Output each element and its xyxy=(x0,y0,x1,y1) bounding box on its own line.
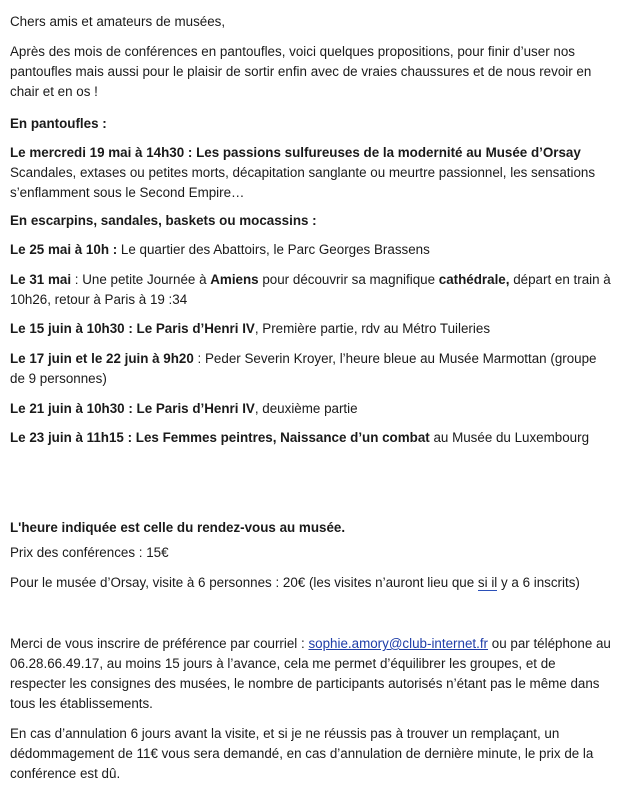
event-kroyer xyxy=(10,349,614,389)
section-escarpins-text: En escarpins, sandales, baskets ou mocassins : xyxy=(10,213,317,228)
event-orsay-title: Le mercredi 19 mai à 14h30 : Les passions sulfureuses de la modernité au Musée d’Orsay xyxy=(10,145,581,160)
prix-conferences xyxy=(10,543,614,563)
spelling-marked-text[interactable]: si il xyxy=(477,575,498,590)
prix-text: Prix des conférences : 15€ xyxy=(10,545,169,560)
event-amiens-text-3: départ en train à 10h26, retour à Paris à 19 :34 xyxy=(10,272,611,307)
event-orsay-description: Scandales, extases ou petites morts, décapitation sanglante ou meurtre passionnel, les sensations s’enflamment sous le Second Empire… xyxy=(10,165,596,200)
intro-text: Après des mois de conférences en pantoufles, voici quelques propositions, pour finir d’user nos pantoufles mais aussi pour le plaisir de sortir enfin avec de vraies chaussures et de nous revoir en chair et en os ! xyxy=(10,44,592,99)
event-kroyer-text: : Peder Severin Kroyer, l’heure bleue au Musée Marmottan (groupe de 9 personnes) xyxy=(10,351,597,386)
event-abattoirs-text: Le quartier des Abattoirs, le Parc Georges Brassens xyxy=(117,242,430,257)
event-femmes-text: au Musée du Luxembourg xyxy=(429,430,590,445)
section-heading-escarpins xyxy=(10,211,614,231)
note-heure-text: L'heure indiquée est celle du rendez-vous au musée. xyxy=(10,520,346,535)
orsay-price-text-2: y a 6 inscrits) xyxy=(497,575,580,590)
event-femmes-title: Le 23 juin à 11h15 : Les Femmes peintres, Naissance d’un combat xyxy=(10,430,430,445)
event-amiens-city: Amiens xyxy=(210,272,259,287)
note-heure xyxy=(10,518,614,538)
event-henri-iv-2-text: , deuxième partie xyxy=(254,401,358,416)
event-amiens-cathedral: cathédrale, xyxy=(438,272,510,287)
annulation-paragraph xyxy=(10,724,614,784)
event-orsay xyxy=(10,143,614,203)
greeting-text: Chers amis et amateurs de musées, xyxy=(10,14,226,29)
event-henri-iv-2 xyxy=(10,399,614,419)
inscription-text-2: ou par téléphone au 06.28.66.49.17, au moins 15 jours à l’avance, cela me permet d’équilibrer les groupes, et de respecter les consignes des musées, le nombre de participants autorisés n’étant pas le même dans tous les établissements. xyxy=(10,636,611,711)
event-amiens-date: Le 31 mai xyxy=(10,272,72,287)
orsay-price-note xyxy=(10,573,614,593)
event-henri-iv-1 xyxy=(10,319,614,339)
event-henri-iv-1-title: Le 15 juin à 10h30 : Le Paris d’Henri IV xyxy=(10,321,255,336)
event-abattoirs xyxy=(10,240,614,260)
section-heading-pantoufles xyxy=(10,114,614,134)
greeting xyxy=(10,12,614,32)
section-pantoufles-text: En pantoufles : xyxy=(10,116,107,131)
event-amiens-text-1: : Une petite Journée à xyxy=(71,272,211,287)
event-amiens xyxy=(10,270,614,310)
event-kroyer-date: Le 17 juin et le 22 juin à 9h20 xyxy=(10,351,194,366)
event-abattoirs-date: Le 25 mai à 10h : xyxy=(10,242,118,257)
inscription-text-1: Merci de vous inscrire de préférence par courriel : xyxy=(10,636,309,651)
event-amiens-text-2: pour découvrir sa magnifique xyxy=(258,272,439,287)
orsay-price-text-1: Pour le musée d’Orsay, visite à 6 personnes : 20€ (les visites n’auront lieu que xyxy=(10,575,478,590)
event-henri-iv-1-text: , Première partie, rdv au Métro Tuileries xyxy=(254,321,491,336)
intro-paragraph xyxy=(10,42,614,102)
inscription-paragraph xyxy=(10,634,614,714)
event-henri-iv-2-title: Le 21 juin à 10h30 : Le Paris d’Henri IV xyxy=(10,401,255,416)
email-link[interactable]: sophie.amory@club-internet.fr xyxy=(308,636,489,651)
event-femmes-peintres xyxy=(10,428,614,448)
annulation-text: En cas d’annulation 6 jours avant la visite, et si je ne réussis pas à trouver un remplaçant, un dédommagement de 11€ vous sera demandé, en cas d’annulation de dernière minute, le prix de la conférence est dû. xyxy=(10,726,594,781)
